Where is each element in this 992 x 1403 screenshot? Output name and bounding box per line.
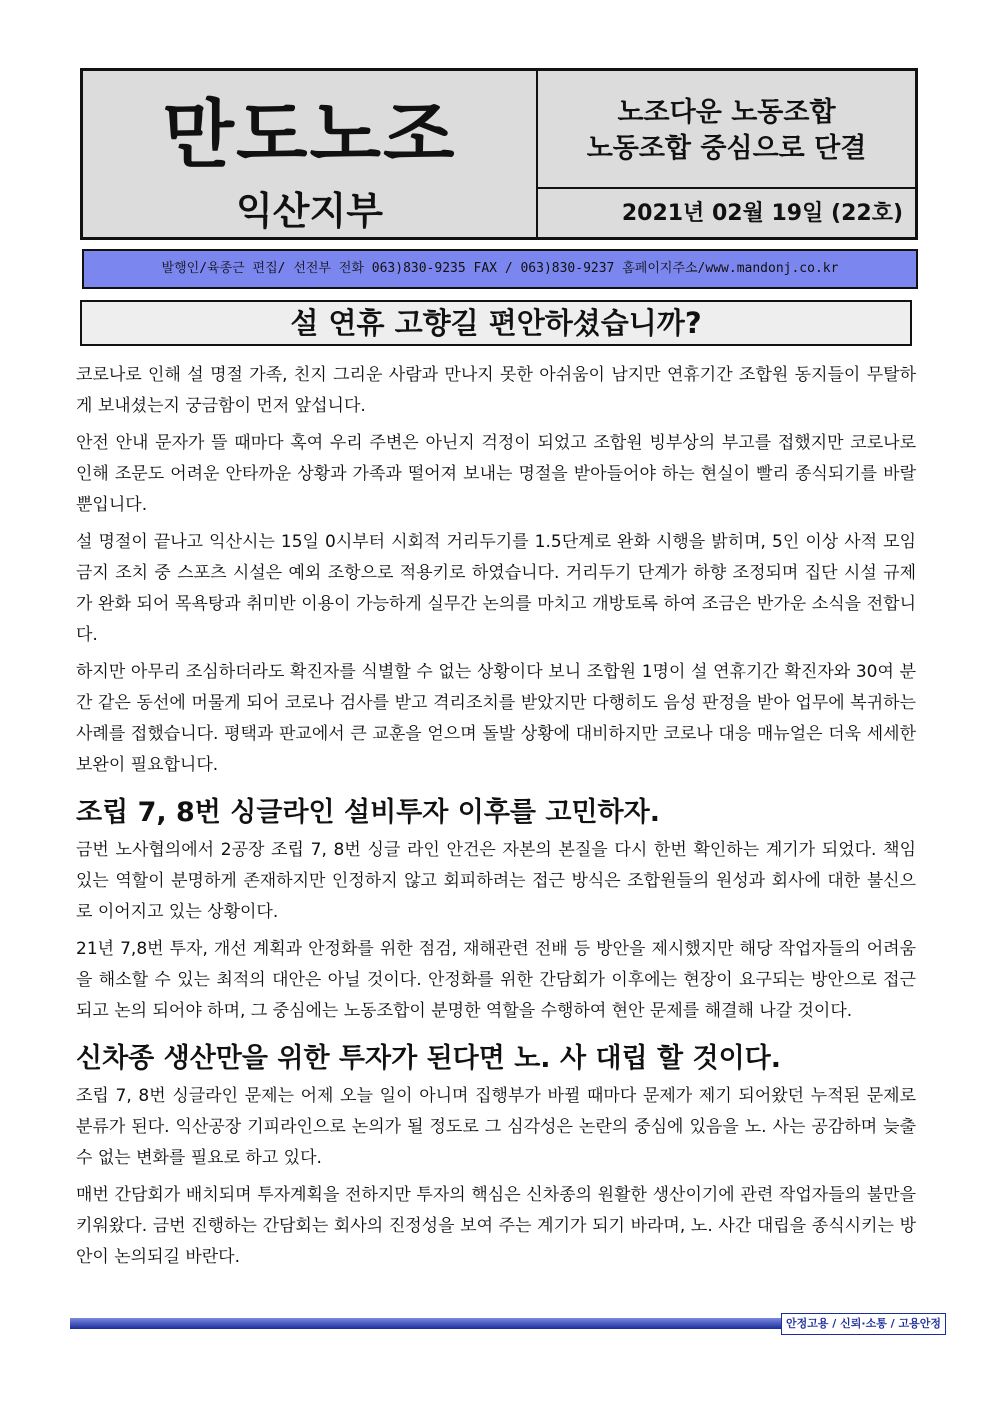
article-body (76, 360, 916, 1279)
intro-paragraph: 하지만 아무리 조심하더라도 확진자를 식별할 수 없는 상황이다 보니 조합원 1명이 설 연휴기간 확진자와 30여 분간 같은 동선에 머물게 되어 코로나 검사를 받고 격리조치를 받았지만 다행히도 음성 판정을 받아 업무에 복귀하는 사례를 접했습니다. 평택과 판교에서 큰 교훈을 얻으며 돌발 상황에 대비하지만 코로나 대응 매뉴얼은 더욱 세세한 보완이 필요합니다. (76, 662, 916, 775)
intro-paragraph: 설 명절이 끝나고 익산시는 15일 0시부터 시회적 거리두기를 1.5단계로 완화 시행을 밝히며, 5인 이상 사적 모임 금지 조치 중 스포츠 시설은 예외 조항으로 적용키로 하였습니다. 거리두기 단계가 하향 조정되며 집단 시설 규제가 완화 되어 목욕탕과 취미반 이용이 가능하게 실무간 논의를 마치고 개방토록 하여 조금은 반가운 소식을 전합니다. (76, 532, 916, 645)
headline: 설 연휴 고향길 편안하셨습니까? (80, 300, 912, 346)
section-1-title: 조립 7, 8번 싱글라인 설비투자 이후를 고민하자. (76, 797, 660, 828)
section-1-paragraph: 금번 노사협의에서 2공장 조립 7, 8번 싱글 라인 안건은 자본의 본질을 다시 한번 확인하는 계기가 되었다. 책임 있는 역할이 분명하게 존재하지만 인정하지 않고 회피하려는 접근 방식은 조합원들의 원성과 회사에 대한 불신으로 이어지고 있는 상황이다. (76, 840, 916, 922)
section-2-title: 신차종 생산만을 위한 투자가 된다면 노. 사 대립 할 것이다. (76, 1043, 781, 1074)
issue-date: 2021년 02월 19일 (22호) (621, 201, 903, 226)
intro-paragraph: 코로나로 인해 설 명절 가족, 친지 그리운 사람과 만나지 못한 아쉬움이 남지만 연휴기간 조합원 동지들이 무탈하게 보내셨는지 궁금함이 먼저 앞섭니다. (76, 365, 916, 416)
intro-paragraph: 안전 안내 문자가 뜰 때마다 혹여 우리 주변은 아닌지 걱정이 되었고 조합원 빙부상의 부고를 접했지만 코로나로 인해 조문도 어려운 안타까운 상황과 가족과 떨어져 보내는 명절을 받아들어야 하는 현실이 빨리 종식되기를 바랄 뿐입니다. (76, 433, 916, 515)
newsletter-title: 만도노조 (162, 92, 457, 178)
masthead (80, 68, 918, 240)
slogan-line-1: 노조다운 노동조합 (617, 97, 836, 128)
slogan-line-2: 노동조합 중심으로 단결 (586, 133, 867, 164)
masthead-right (538, 71, 915, 237)
branch-name: 익산지부 (236, 189, 383, 233)
section-2-paragraph: 매번 간담회가 배치되며 투자계획을 전하지만 투자의 핵심은 신차종의 원활한 생산이기에 관련 작업자들의 불만을 키워왔다. 금번 진행하는 간담회는 회사의 진정성을 보여 주는 계기가 되기 바라며, 노. 사간 대립을 종식시키는 방안이 논의되길 바란다. (76, 1185, 916, 1267)
section-1-paragraph: 21년 7,8번 투자, 개선 계획과 안정화를 위한 점검, 재해관련 전배 등 방안을 제시했지만 해당 작업자들의 어려움을 해소할 수 있는 최적의 대안은 아닐 것이다. 안정화를 위한 간담회가 이후에는 현장이 요구되는 방안으로 접근되고 논의 되어야 하며, 그 중심에는 노동조합이 분명한 역할을 수행하여 현안 문제를 해결해 나갈 것이다. (76, 939, 916, 1021)
footer-tag: 안정고용 / 신뢰·소통 / 고용안정 (781, 1313, 946, 1335)
section-2-paragraph: 조립 7, 8번 싱글라인 문제는 어제 오늘 일이 아니며 집행부가 바뀔 때마다 문제가 제기 되어왔던 누적된 문제로 분류가 된다. 익산공장 기피라인으로 논의가 될 정도로 그 심각성은 논란의 중심에 있음을 노. 사는 공감하며 늦출 수 없는 변화를 필요로 하고 있다. (76, 1086, 916, 1168)
masthead-left (83, 71, 538, 237)
publisher-info-bar: 발행인/육종근 편집/ 선전부 전화 063)830-9235 FAX / 063)830-9237 홈페이지주소/www.mandonj.co.kr (82, 249, 918, 289)
slogan (538, 71, 915, 189)
